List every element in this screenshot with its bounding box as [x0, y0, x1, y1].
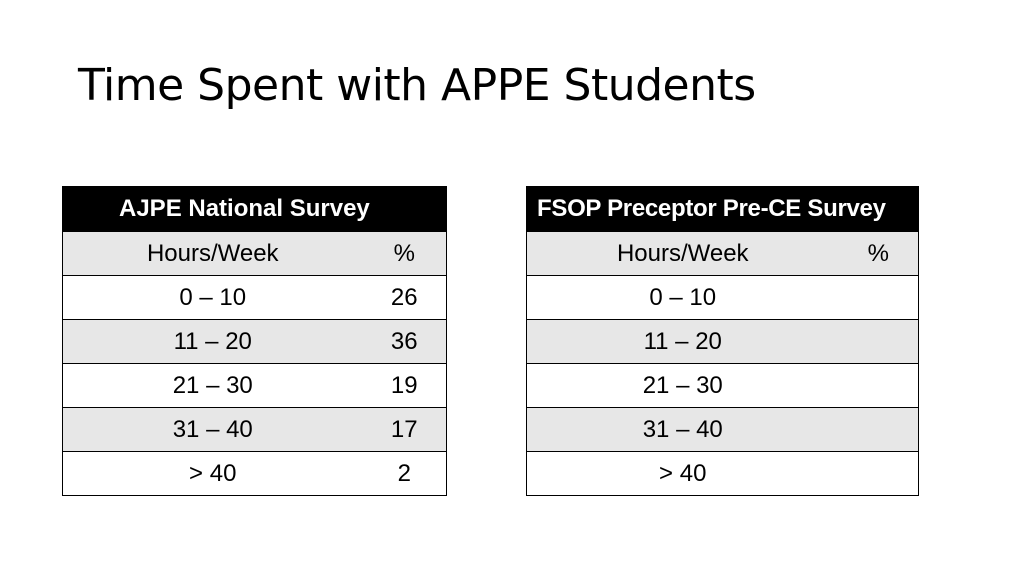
table-row [527, 364, 919, 408]
table-row [527, 276, 919, 320]
cell-percent [839, 276, 919, 320]
fsop-survey-table [526, 186, 919, 496]
column-header-hours: Hours/Week [527, 232, 839, 276]
table-header: FSOP Preceptor Pre-CE Survey [527, 187, 919, 232]
ajpe-survey-table [62, 186, 447, 496]
table-row [63, 276, 447, 320]
cell-percent: 17 [363, 408, 447, 452]
cell-percent: 2 [363, 452, 447, 496]
column-header-row [63, 232, 447, 276]
cell-hours: > 40 [527, 452, 839, 496]
cell-hours: 11 – 20 [527, 320, 839, 364]
table-row [527, 320, 919, 364]
table-header: AJPE National Survey [63, 187, 447, 232]
table-row [63, 364, 447, 408]
column-header-row [527, 232, 919, 276]
table-row [527, 452, 919, 496]
column-header-percent: % [839, 232, 919, 276]
column-header-hours: Hours/Week [63, 232, 363, 276]
table-row [63, 408, 447, 452]
cell-percent [839, 452, 919, 496]
cell-hours: 11 – 20 [63, 320, 363, 364]
cell-percent: 26 [363, 276, 447, 320]
cell-percent: 19 [363, 364, 447, 408]
cell-hours: 21 – 30 [63, 364, 363, 408]
table-row [63, 320, 447, 364]
table-row [527, 408, 919, 452]
cell-percent: 36 [363, 320, 447, 364]
table-row [63, 452, 447, 496]
cell-hours: 21 – 30 [527, 364, 839, 408]
cell-hours: 31 – 40 [63, 408, 363, 452]
cell-percent [839, 320, 919, 364]
cell-hours: > 40 [63, 452, 363, 496]
column-header-percent: % [363, 232, 447, 276]
cell-percent [839, 364, 919, 408]
cell-hours: 0 – 10 [63, 276, 363, 320]
cell-hours: 31 – 40 [527, 408, 839, 452]
slide-title: Time Spent with APPE Students [78, 60, 756, 111]
cell-hours: 0 – 10 [527, 276, 839, 320]
cell-percent [839, 408, 919, 452]
